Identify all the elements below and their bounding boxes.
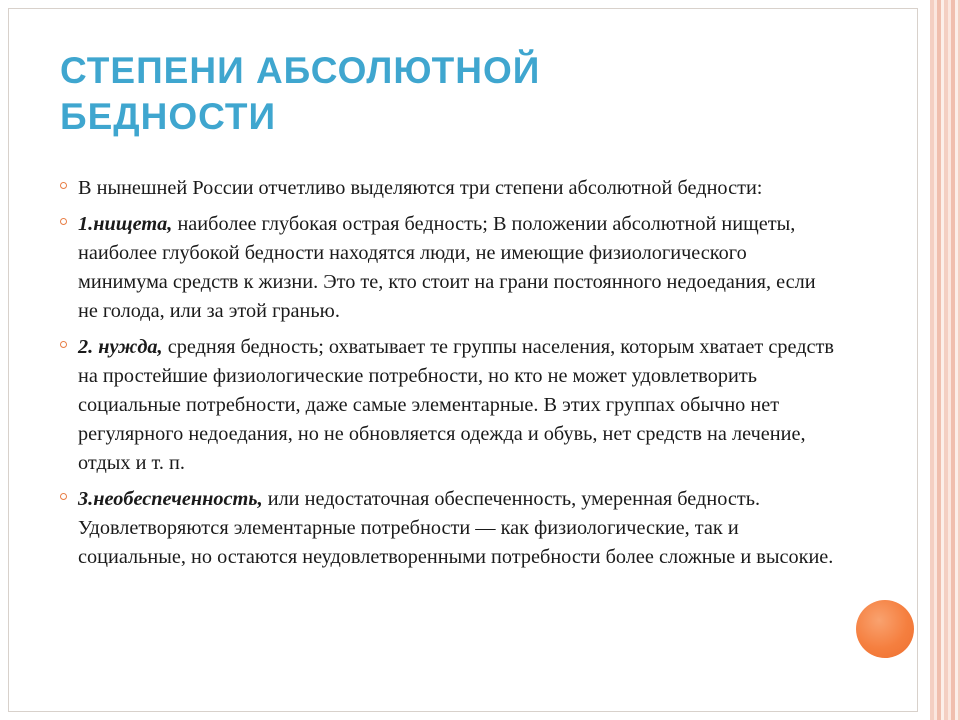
bullet-text: или недостаточная обеспеченность, умеренная бедность. Удовлетворяются элементарные потребности — как физиологические, так и социальные, но остаются неудовлетворенными потребности более сложные и высокие. — [78, 488, 834, 568]
bullet-text: В нынешней России отчетливо выделяются три степени абсолютной бедности: — [78, 177, 763, 199]
bullet-item-poverty-degree-2 — [60, 333, 840, 478]
slide-body — [60, 174, 840, 579]
bullet-term: 2. нужда, — [78, 336, 163, 358]
bullet-icon — [60, 218, 67, 225]
slide-title-line-1: СТЕПЕНИ АБСОЛЮТНОЙ — [60, 50, 541, 91]
bullet-text: наиболее глубокая острая бедность; В положении абсолютной нищеты, наиболее глубокой бедности находятся люди, не имеющие физиологического минимума средств к жизни. Это те, кто стоит на грани постоянного недоедания, если не голода, или за этой гранью. — [78, 213, 816, 322]
bullet-item-poverty-degree-3 — [60, 485, 840, 572]
bullet-term: 3.необеспеченность, — [78, 488, 263, 510]
bullet-icon — [60, 182, 67, 189]
slide-title-line-2: БЕДНОСТИ — [60, 96, 277, 137]
decorative-side-stripes — [930, 0, 960, 720]
bullet-item-intro — [60, 174, 840, 203]
bullet-icon — [60, 341, 67, 348]
orange-circle-decoration-icon — [856, 600, 914, 658]
bullet-text: средняя бедность; охватывает те группы населения, которым хватает средств на простейшие физиологические потребности, но кто не может удовлетворить социальные потребности, даже самые элементарные. В этих группах обычно нет регулярного недоедания, но не обновляется одежда и обувь, нет средств на лечение, отдых и т. п. — [78, 336, 834, 474]
bullet-icon — [60, 493, 67, 500]
slide-title — [60, 48, 780, 140]
bullet-item-poverty-degree-1 — [60, 210, 840, 326]
bullet-term: 1.нищета, — [78, 213, 173, 235]
